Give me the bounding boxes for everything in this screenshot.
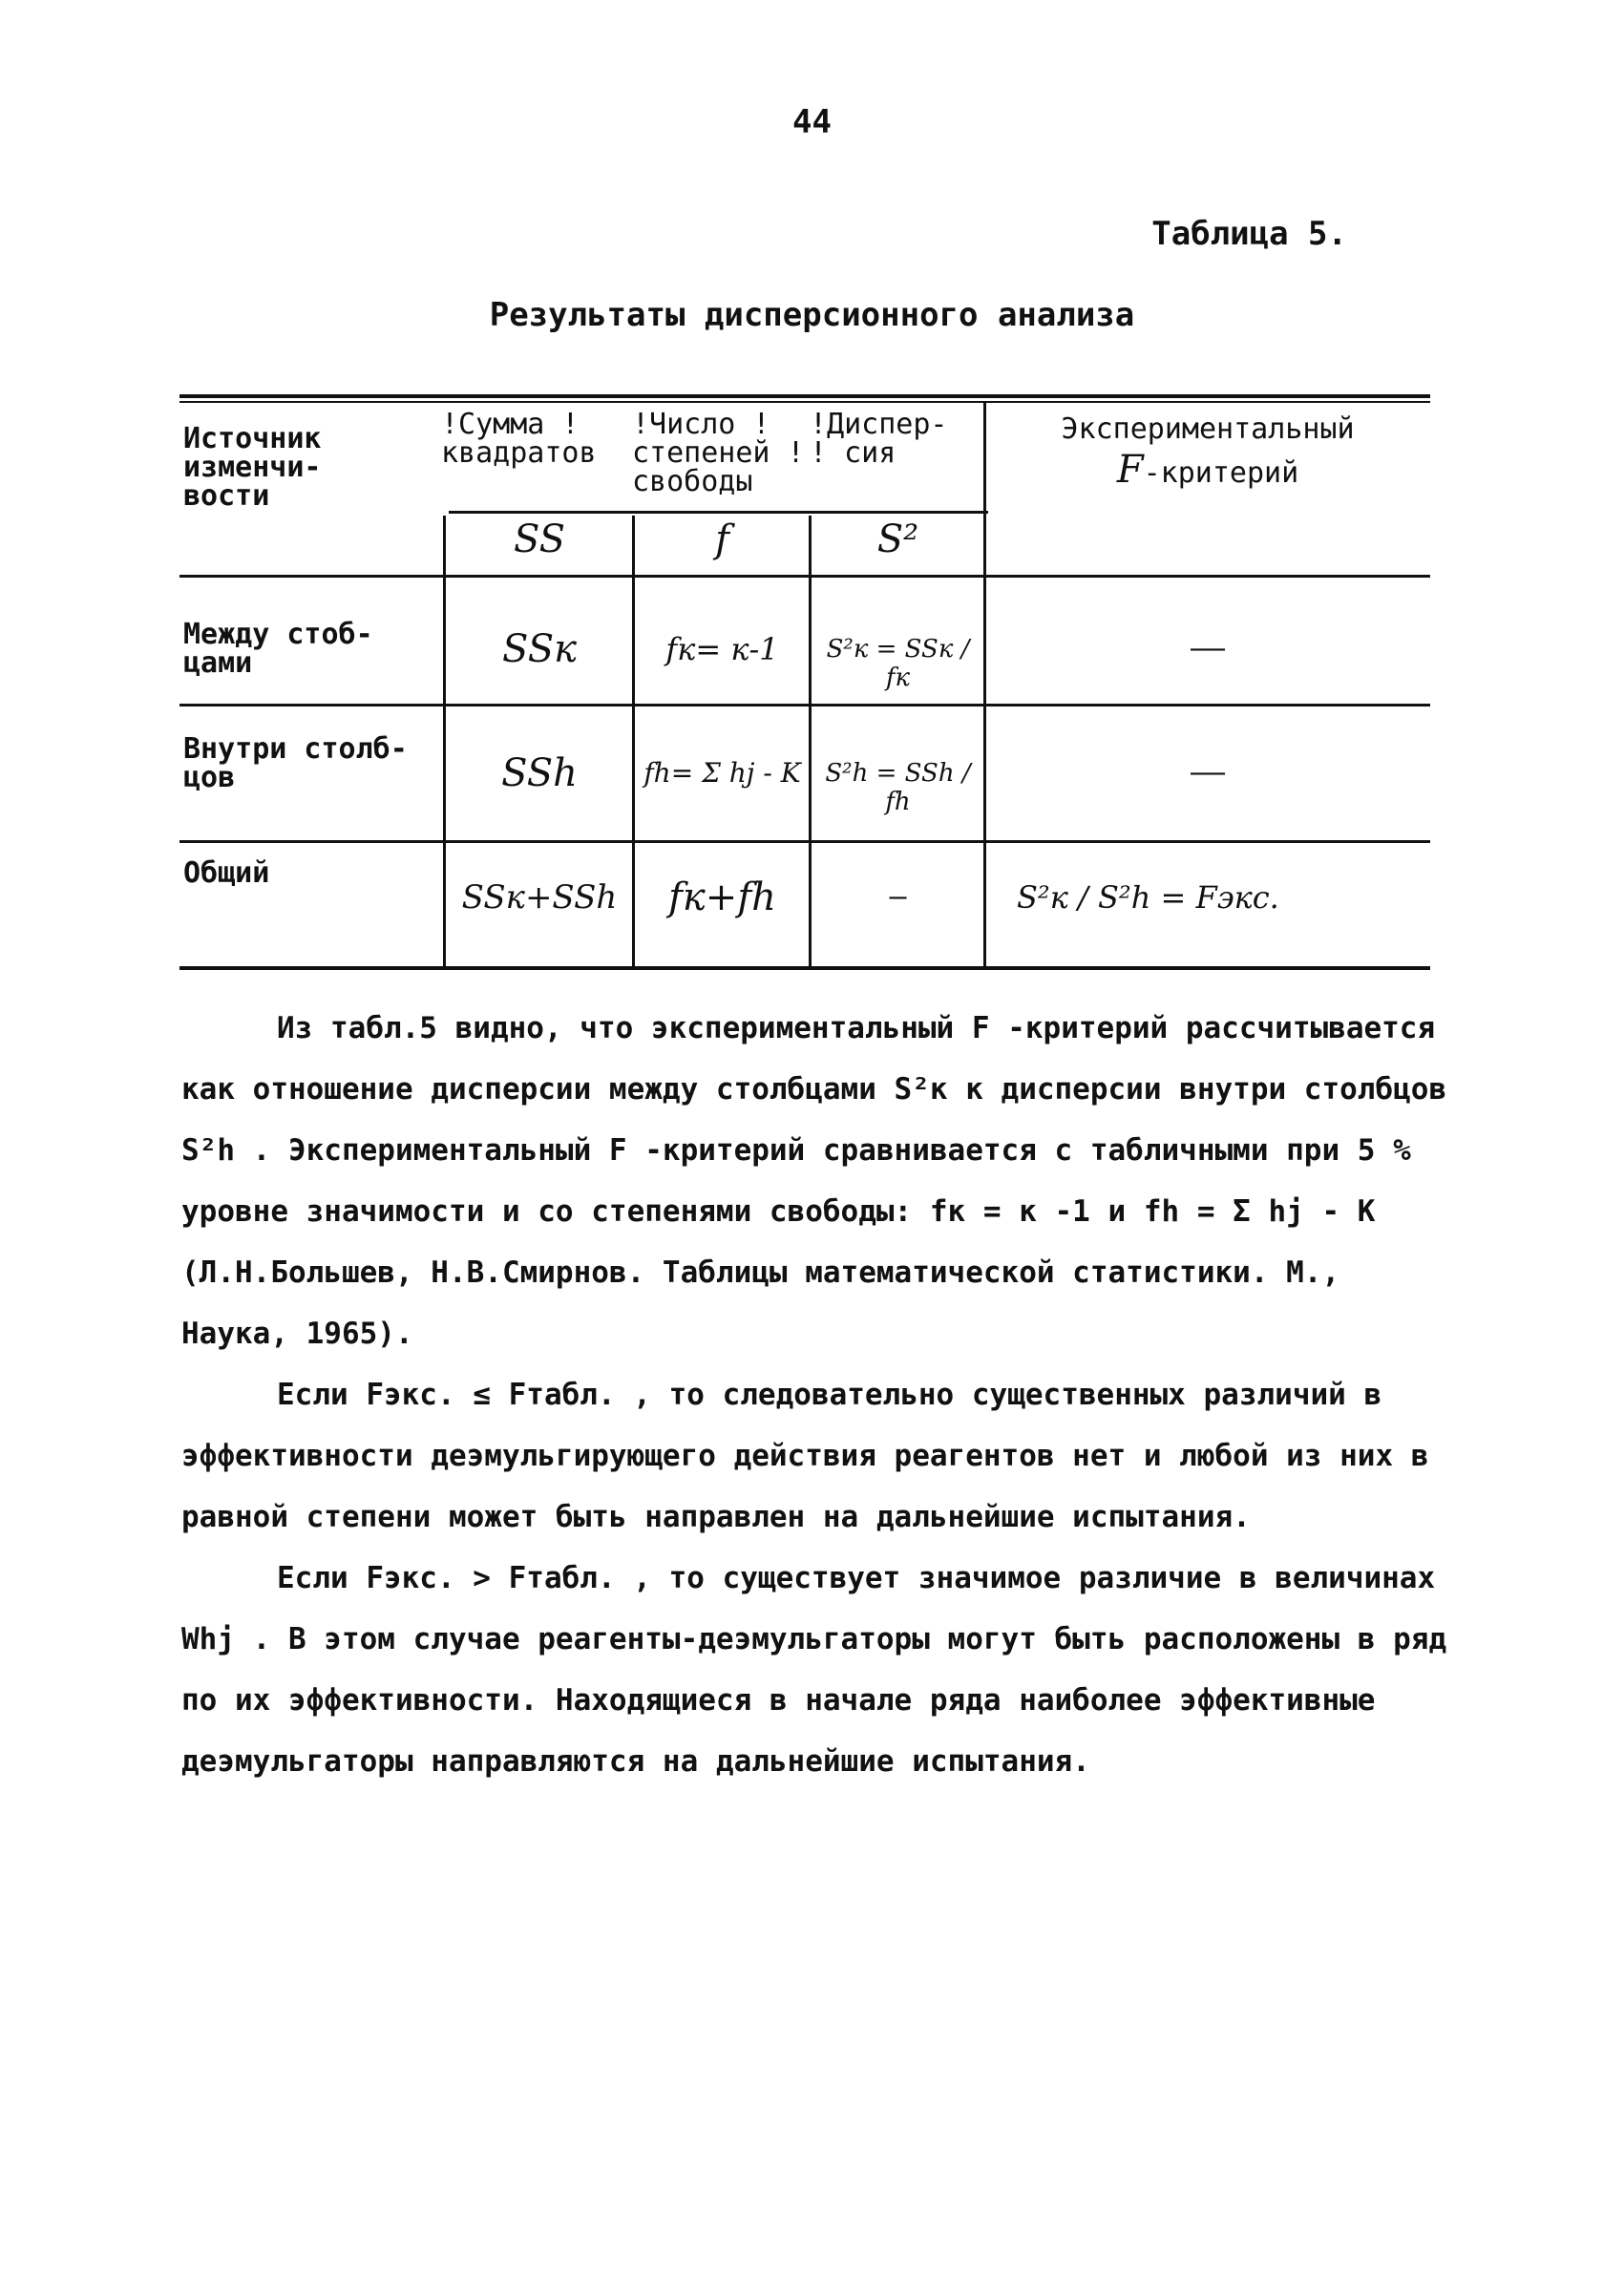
f-symbol: F xyxy=(1116,448,1144,492)
row-within-f: fh= Σ hj - K xyxy=(643,757,801,789)
header-source: Источник изменчи- вости xyxy=(183,422,322,513)
page-number: 44 xyxy=(792,103,832,141)
row-total-f: fк+fh xyxy=(668,875,776,919)
row-between-f: fк= к-1 xyxy=(665,631,779,667)
symbol-ss: SS xyxy=(513,517,566,561)
row-between-s2: S²к = SSк / fк xyxy=(826,635,970,692)
row-total-source: Общий xyxy=(183,856,270,890)
paragraph-3: Если Fэкс. > Fтабл. , то существует значимое различие в величинах Whj . В этом случае реагенты-деэмульгаторы могут быть расположены в ряд по их эффективности. Находящиеся в начале ряда наиболее эффективные деэмульгаторы направляются на дальнейшие испытания. xyxy=(181,1561,1447,1779)
row-total-s2: — xyxy=(889,880,907,914)
row-within-s2: S²h = SSh / fh xyxy=(825,759,971,816)
table-title: Результаты дисперсионного анализа xyxy=(489,296,1135,334)
paragraph-2: Если Fэкс. ≤ Fтабл. , то следовательно существенных различий в эффективности деэмульгирующего действия реагентов нет и любой из них в равной степени может быть направлен на дальнейшие испытания. xyxy=(181,1378,1429,1534)
header-sum-squares: !Сумма !квадратов xyxy=(441,408,597,470)
symbol-f: f xyxy=(715,517,729,561)
header-degrees-freedom: !Число !степеней !свободы xyxy=(632,408,805,498)
symbol-s2: S² xyxy=(876,517,919,561)
row-total-ss: SSк+SSh xyxy=(461,878,618,917)
table-label: Таблица 5. xyxy=(1151,215,1347,253)
body-text xyxy=(181,998,1451,1792)
row-total-fcrit: S²к / S²h = Fэкс. xyxy=(1017,879,1279,916)
row-between-fcrit: —— xyxy=(1190,632,1226,665)
paragraph-1: Из табл.5 видно, что экспериментальный F -критерий рассчитывается как отношение дисперсии между столбцами S²к к дисперсии внутри столбцов S²h . Экспериментальный F -критерий сравнивается с табличными при 5 % уровне значимости и со степенями свободы: fк = к -1 и fh = Σ hj - K (Л.Н.Большев, Н.В.Смирнов. Таблицы математической статистики. М., Наука, 1965). xyxy=(181,1011,1447,1351)
row-between-ss: SSк xyxy=(502,627,577,671)
row-within-fcrit: —— xyxy=(1190,756,1226,790)
header-f-criterion: Экспериментальный F-критерий xyxy=(1061,412,1355,492)
row-between-source: Между стоб- цами xyxy=(183,618,373,680)
header-dispersion: !Диспер- ! сия xyxy=(810,408,948,470)
row-within-source: Внутри столб- цов xyxy=(183,732,408,794)
row-within-ss: SSh xyxy=(501,751,578,795)
